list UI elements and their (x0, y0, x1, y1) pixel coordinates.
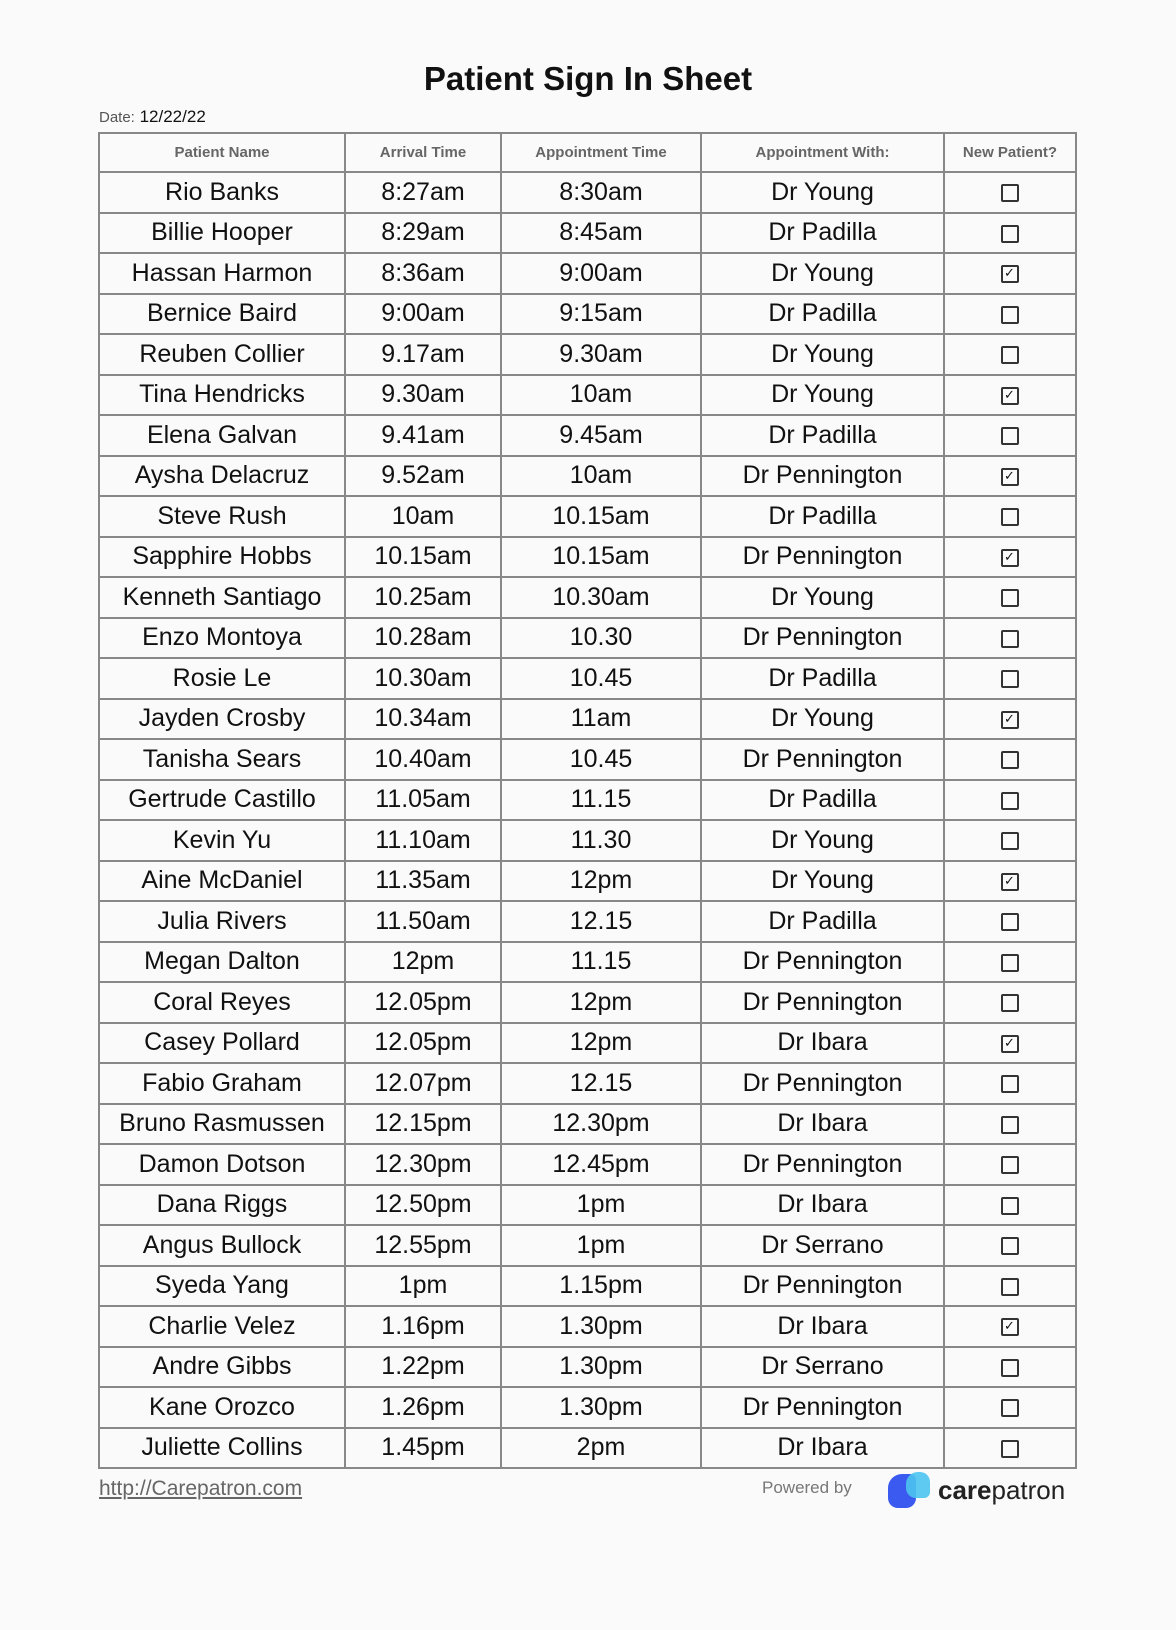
carepatron-logo (888, 1472, 1065, 1508)
patient-name-cell: Kane Orozco (99, 1387, 345, 1428)
unchecked-checkbox[interactable] (1001, 589, 1019, 607)
table-row (99, 537, 1076, 578)
appointment-time-cell: 12pm (501, 861, 701, 902)
new-patient-cell (944, 456, 1076, 497)
table-row (99, 334, 1076, 375)
arrival-time-cell: 9.17am (345, 334, 501, 375)
patient-name-cell: Fabio Graham (99, 1063, 345, 1104)
appointment-with-cell: Dr Pennington (701, 1063, 944, 1104)
arrival-time-cell: 12.15pm (345, 1104, 501, 1145)
unchecked-checkbox[interactable] (1001, 630, 1019, 648)
table-row (99, 1306, 1076, 1347)
patient-name-cell: Bruno Rasmussen (99, 1104, 345, 1145)
new-patient-cell (944, 1144, 1076, 1185)
patient-name-cell: Coral Reyes (99, 982, 345, 1023)
table-row (99, 820, 1076, 861)
patient-name-cell: Billie Hooper (99, 213, 345, 254)
table-row (99, 699, 1076, 740)
patient-name-cell: Rio Banks (99, 172, 345, 213)
arrival-time-cell: 11.50am (345, 901, 501, 942)
new-patient-cell (944, 1063, 1076, 1104)
appointment-with-cell: Dr Pennington (701, 1144, 944, 1185)
appointment-time-cell: 9.45am (501, 415, 701, 456)
carepatron-link[interactable]: http://Carepatron.com (99, 1477, 303, 1500)
new-patient-cell (944, 213, 1076, 254)
patient-name-cell: Kenneth Santiago (99, 577, 345, 618)
appointment-with-cell: Dr Serrano (701, 1347, 944, 1388)
patient-name-cell: Steve Rush (99, 496, 345, 537)
arrival-time-cell: 1.22pm (345, 1347, 501, 1388)
unchecked-checkbox[interactable] (1001, 670, 1019, 688)
patient-name-cell: Tanisha Sears (99, 739, 345, 780)
patient-name-cell: Enzo Montoya (99, 618, 345, 659)
table-row (99, 658, 1076, 699)
table-row (99, 942, 1076, 983)
checked-checkbox[interactable] (1001, 873, 1019, 891)
appointment-with-cell: Dr Ibara (701, 1428, 944, 1469)
arrival-time-cell: 9.30am (345, 375, 501, 416)
new-patient-cell (944, 172, 1076, 213)
patient-name-cell: Tina Hendricks (99, 375, 345, 416)
appointment-with-cell: Dr Ibara (701, 1306, 944, 1347)
new-patient-cell (944, 942, 1076, 983)
new-patient-cell (944, 1266, 1076, 1307)
new-patient-cell (944, 861, 1076, 902)
arrival-time-cell: 1.45pm (345, 1428, 501, 1469)
new-patient-cell (944, 1023, 1076, 1064)
new-patient-cell (944, 780, 1076, 821)
arrival-time-cell: 10.28am (345, 618, 501, 659)
appointment-with-cell: Dr Ibara (701, 1104, 944, 1145)
arrival-time-cell: 12.05pm (345, 982, 501, 1023)
arrival-time-cell: 12.07pm (345, 1063, 501, 1104)
unchecked-checkbox[interactable] (1001, 184, 1019, 202)
appointment-time-cell: 1pm (501, 1185, 701, 1226)
unchecked-checkbox[interactable] (1001, 427, 1019, 445)
new-patient-cell (944, 334, 1076, 375)
patient-name-cell: Elena Galvan (99, 415, 345, 456)
header-appointment-with: Appointment With: (701, 133, 944, 172)
appointment-with-cell: Dr Padilla (701, 213, 944, 254)
patient-name-cell: Gertrude Castillo (99, 780, 345, 821)
appointment-with-cell: Dr Pennington (701, 982, 944, 1023)
new-patient-cell (944, 1185, 1076, 1226)
appointment-with-cell: Dr Young (701, 820, 944, 861)
appointment-time-cell: 10.15am (501, 537, 701, 578)
table-row (99, 1428, 1076, 1469)
patient-name-cell: Damon Dotson (99, 1144, 345, 1185)
page-title: Patient Sign In Sheet (423, 60, 753, 97)
carepatron-logo-icon (888, 1472, 932, 1508)
sign-in-table (98, 132, 1077, 1469)
checked-checkbox[interactable] (1001, 468, 1019, 486)
arrival-time-cell: 10.25am (345, 577, 501, 618)
unchecked-checkbox[interactable] (1001, 306, 1019, 324)
table-header-row (99, 133, 1076, 172)
table-row (99, 1347, 1076, 1388)
checked-checkbox[interactable] (1001, 711, 1019, 729)
new-patient-cell (944, 1428, 1076, 1469)
table-row (99, 1185, 1076, 1226)
appointment-with-cell: Dr Padilla (701, 901, 944, 942)
appointment-time-cell: 10.45 (501, 658, 701, 699)
header-new-patient: New Patient? (944, 133, 1076, 172)
patient-name-cell: Bernice Baird (99, 294, 345, 335)
unchecked-checkbox[interactable] (1001, 225, 1019, 243)
arrival-time-cell: 12.50pm (345, 1185, 501, 1226)
table-row (99, 1387, 1076, 1428)
table-row (99, 1266, 1076, 1307)
arrival-time-cell: 1pm (345, 1266, 501, 1307)
new-patient-cell (944, 1347, 1076, 1388)
appointment-time-cell: 10.15am (501, 496, 701, 537)
arrival-time-cell: 10.34am (345, 699, 501, 740)
table-row (99, 618, 1076, 659)
unchecked-checkbox[interactable] (1001, 994, 1019, 1012)
table-row (99, 456, 1076, 497)
table-row (99, 415, 1076, 456)
appointment-with-cell: Dr Pennington (701, 456, 944, 497)
patient-name-cell: Rosie Le (99, 658, 345, 699)
patient-name-cell: Aine McDaniel (99, 861, 345, 902)
new-patient-cell (944, 1104, 1076, 1145)
appointment-time-cell: 11.30 (501, 820, 701, 861)
unchecked-checkbox[interactable] (1001, 751, 1019, 769)
patient-name-cell: Casey Pollard (99, 1023, 345, 1064)
appointment-with-cell: Dr Padilla (701, 415, 944, 456)
appointment-with-cell: Dr Young (701, 375, 944, 416)
arrival-time-cell: 12.30pm (345, 1144, 501, 1185)
table-row (99, 982, 1076, 1023)
new-patient-cell (944, 699, 1076, 740)
appointment-time-cell: 10.30 (501, 618, 701, 659)
checked-checkbox[interactable] (1001, 387, 1019, 405)
appointment-time-cell: 9:00am (501, 253, 701, 294)
appointment-time-cell: 1.30pm (501, 1387, 701, 1428)
unchecked-checkbox[interactable] (1001, 1237, 1019, 1255)
new-patient-cell (944, 820, 1076, 861)
appointment-with-cell: Dr Padilla (701, 780, 944, 821)
appointment-time-cell: 10.45 (501, 739, 701, 780)
arrival-time-cell: 11.10am (345, 820, 501, 861)
patient-name-cell: Reuben Collier (99, 334, 345, 375)
arrival-time-cell: 9.41am (345, 415, 501, 456)
appointment-time-cell: 8:45am (501, 213, 701, 254)
appointment-time-cell: 12.15 (501, 901, 701, 942)
arrival-time-cell: 12.55pm (345, 1225, 501, 1266)
appointment-with-cell: Dr Pennington (701, 537, 944, 578)
appointment-time-cell: 12.30pm (501, 1104, 701, 1145)
patient-name-cell: Dana Riggs (99, 1185, 345, 1226)
appointment-with-cell: Dr Young (701, 172, 944, 213)
arrival-time-cell: 10am (345, 496, 501, 537)
unchecked-checkbox[interactable] (1001, 832, 1019, 850)
appointment-with-cell: Dr Padilla (701, 294, 944, 335)
new-patient-cell (944, 618, 1076, 659)
arrival-time-cell: 8:29am (345, 213, 501, 254)
table-row (99, 861, 1076, 902)
arrival-time-cell: 1.16pm (345, 1306, 501, 1347)
appointment-with-cell: Dr Ibara (701, 1185, 944, 1226)
new-patient-cell (944, 375, 1076, 416)
patient-name-cell: Aysha Delacruz (99, 456, 345, 497)
appointment-time-cell: 12pm (501, 1023, 701, 1064)
checked-checkbox[interactable] (1001, 549, 1019, 567)
arrival-time-cell: 10.30am (345, 658, 501, 699)
patient-name-cell: Sapphire Hobbs (99, 537, 345, 578)
appointment-with-cell: Dr Young (701, 334, 944, 375)
appointment-with-cell: Dr Pennington (701, 942, 944, 983)
new-patient-cell (944, 739, 1076, 780)
appointment-time-cell: 12pm (501, 982, 701, 1023)
table-row (99, 780, 1076, 821)
appointment-time-cell: 11am (501, 699, 701, 740)
unchecked-checkbox[interactable] (1001, 1075, 1019, 1093)
arrival-time-cell: 8:36am (345, 253, 501, 294)
arrival-time-cell: 12pm (345, 942, 501, 983)
patient-name-cell: Kevin Yu (99, 820, 345, 861)
patient-name-cell: Jayden Crosby (99, 699, 345, 740)
unchecked-checkbox[interactable] (1001, 1440, 1019, 1458)
patient-name-cell: Syeda Yang (99, 1266, 345, 1307)
unchecked-checkbox[interactable] (1001, 1156, 1019, 1174)
powered-by-label: Powered by (762, 1478, 852, 1497)
checked-checkbox[interactable] (1001, 1035, 1019, 1053)
patient-name-cell: Juliette Collins (99, 1428, 345, 1469)
new-patient-cell (944, 415, 1076, 456)
carepatron-wordmark: carepatron (938, 1474, 1066, 1505)
appointment-time-cell: 10am (501, 375, 701, 416)
header-appointment-time: Appointment Time (501, 133, 701, 172)
checked-checkbox[interactable] (1001, 1318, 1019, 1336)
appointment-with-cell: Dr Padilla (701, 496, 944, 537)
appointment-with-cell: Dr Serrano (701, 1225, 944, 1266)
date-field (99, 107, 206, 127)
checked-checkbox[interactable] (1001, 265, 1019, 283)
unchecked-checkbox[interactable] (1001, 954, 1019, 972)
appointment-with-cell: Dr Padilla (701, 658, 944, 699)
appointment-time-cell: 11.15 (501, 780, 701, 821)
patient-name-cell: Hassan Harmon (99, 253, 345, 294)
table-row (99, 294, 1076, 335)
table-row (99, 375, 1076, 416)
table-row (99, 1225, 1076, 1266)
unchecked-checkbox[interactable] (1001, 508, 1019, 526)
new-patient-cell (944, 537, 1076, 578)
table-row (99, 739, 1076, 780)
appointment-time-cell: 1.30pm (501, 1347, 701, 1388)
unchecked-checkbox[interactable] (1001, 1278, 1019, 1296)
patient-name-cell: Charlie Velez (99, 1306, 345, 1347)
appointment-with-cell: Dr Young (701, 253, 944, 294)
arrival-time-cell: 10.40am (345, 739, 501, 780)
table-row (99, 901, 1076, 942)
appointment-with-cell: Dr Pennington (701, 1387, 944, 1428)
appointment-with-cell: Dr Pennington (701, 618, 944, 659)
appointment-time-cell: 11.15 (501, 942, 701, 983)
new-patient-cell (944, 658, 1076, 699)
table-row (99, 1144, 1076, 1185)
appointment-with-cell: Dr Ibara (701, 1023, 944, 1064)
unchecked-checkbox[interactable] (1001, 1399, 1019, 1417)
arrival-time-cell: 9:00am (345, 294, 501, 335)
appointment-time-cell: 12.45pm (501, 1144, 701, 1185)
arrival-time-cell: 11.05am (345, 780, 501, 821)
appointment-time-cell: 9.30am (501, 334, 701, 375)
new-patient-cell (944, 1387, 1076, 1428)
arrival-time-cell: 8:27am (345, 172, 501, 213)
appointment-with-cell: Dr Young (701, 577, 944, 618)
unchecked-checkbox[interactable] (1001, 1197, 1019, 1215)
new-patient-cell (944, 577, 1076, 618)
new-patient-cell (944, 1225, 1076, 1266)
appointment-time-cell: 8:30am (501, 172, 701, 213)
appointment-with-cell: Dr Pennington (701, 739, 944, 780)
arrival-time-cell: 12.05pm (345, 1023, 501, 1064)
table-row (99, 213, 1076, 254)
patient-name-cell: Julia Rivers (99, 901, 345, 942)
unchecked-checkbox[interactable] (1001, 346, 1019, 364)
table-row (99, 496, 1076, 537)
appointment-time-cell: 1.30pm (501, 1306, 701, 1347)
table-row (99, 1104, 1076, 1145)
unchecked-checkbox[interactable] (1001, 913, 1019, 931)
date-label: Date: (99, 109, 135, 126)
arrival-time-cell: 9.52am (345, 456, 501, 497)
new-patient-cell (944, 1306, 1076, 1347)
table-row (99, 1023, 1076, 1064)
appointment-with-cell: Dr Pennington (701, 1266, 944, 1307)
patient-name-cell: Andre Gibbs (99, 1347, 345, 1388)
new-patient-cell (944, 901, 1076, 942)
appointment-time-cell: 10.30am (501, 577, 701, 618)
appointment-time-cell: 1.15pm (501, 1266, 701, 1307)
appointment-time-cell: 12.15 (501, 1063, 701, 1104)
header-arrival-time: Arrival Time (345, 133, 501, 172)
new-patient-cell (944, 982, 1076, 1023)
appointment-time-cell: 10am (501, 456, 701, 497)
unchecked-checkbox[interactable] (1001, 1359, 1019, 1377)
appointment-with-cell: Dr Young (701, 699, 944, 740)
new-patient-cell (944, 294, 1076, 335)
unchecked-checkbox[interactable] (1001, 792, 1019, 810)
arrival-time-cell: 1.26pm (345, 1387, 501, 1428)
date-value: 12/22/22 (139, 107, 206, 126)
appointment-time-cell: 1pm (501, 1225, 701, 1266)
table-row (99, 1063, 1076, 1104)
patient-name-cell: Angus Bullock (99, 1225, 345, 1266)
new-patient-cell (944, 253, 1076, 294)
arrival-time-cell: 11.35am (345, 861, 501, 902)
table-row (99, 172, 1076, 213)
patient-name-cell: Megan Dalton (99, 942, 345, 983)
table-row (99, 253, 1076, 294)
header-patient-name: Patient Name (99, 133, 345, 172)
arrival-time-cell: 10.15am (345, 537, 501, 578)
appointment-time-cell: 2pm (501, 1428, 701, 1469)
unchecked-checkbox[interactable] (1001, 1116, 1019, 1134)
appointment-time-cell: 9:15am (501, 294, 701, 335)
table-row (99, 577, 1076, 618)
appointment-with-cell: Dr Young (701, 861, 944, 902)
new-patient-cell (944, 496, 1076, 537)
